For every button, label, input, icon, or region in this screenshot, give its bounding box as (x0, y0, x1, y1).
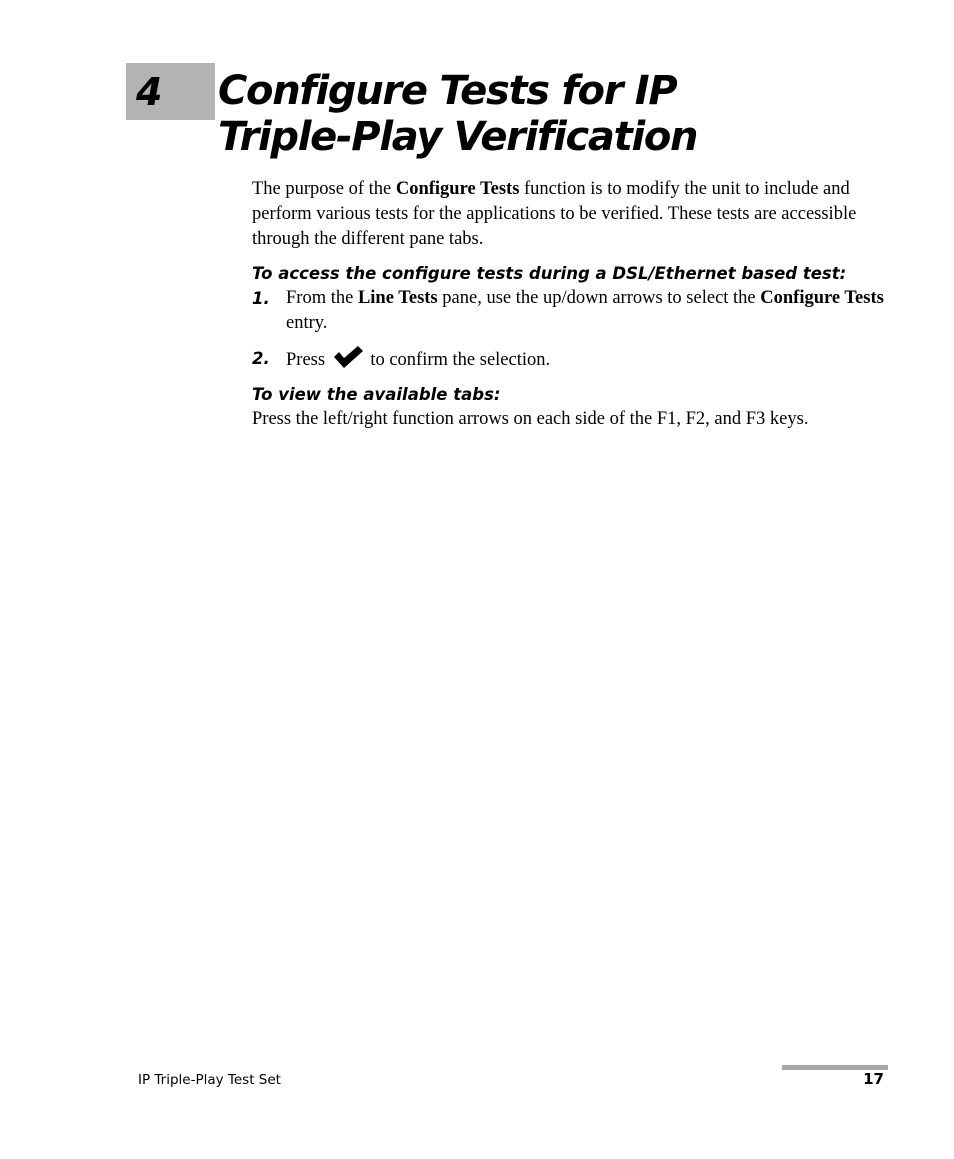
checkmark-icon (332, 346, 364, 368)
chapter-number: 4 (136, 70, 163, 114)
chapter-title-line-1: Configure Tests for IP (218, 68, 677, 114)
page-number: 17 (863, 1070, 884, 1088)
chapter-title-line-2: Triple-Play Verification (218, 114, 698, 160)
configure-tests-term: Configure Tests (395, 179, 520, 199)
chapter-number-box (126, 63, 215, 120)
configure-tests-entry-term: Configure Tests (760, 288, 884, 308)
line-tests-term: Line Tests (357, 288, 438, 308)
intro-paragraph: The purpose of the Configure Tests function is to modify the unit to include and perform various tests for the applications to be verified. These tests are accessible through the different pane tabs. (252, 179, 857, 249)
procedure-step-2: 2. Press to confirm the selection. (252, 346, 892, 373)
tabs-instruction: Press the left/right function arrows on each side of the F1, F2, and F3 keys. (252, 409, 809, 429)
chapter-title (218, 68, 858, 160)
step-number: 2. (252, 349, 270, 368)
footer-product-name: IP Triple-Play Test Set (138, 1072, 281, 1088)
procedure-heading-tabs: To view the available tabs: (252, 385, 501, 404)
chapter-body (252, 177, 892, 432)
procedure-heading-access: To access the configure tests during a DSL/Ethernet based test: (252, 264, 847, 283)
step-number: 1. (252, 289, 270, 308)
procedure-step-1: 1. From the Line Tests pane, use the up/down arrows to select the Configure Tests entry. (252, 288, 884, 333)
